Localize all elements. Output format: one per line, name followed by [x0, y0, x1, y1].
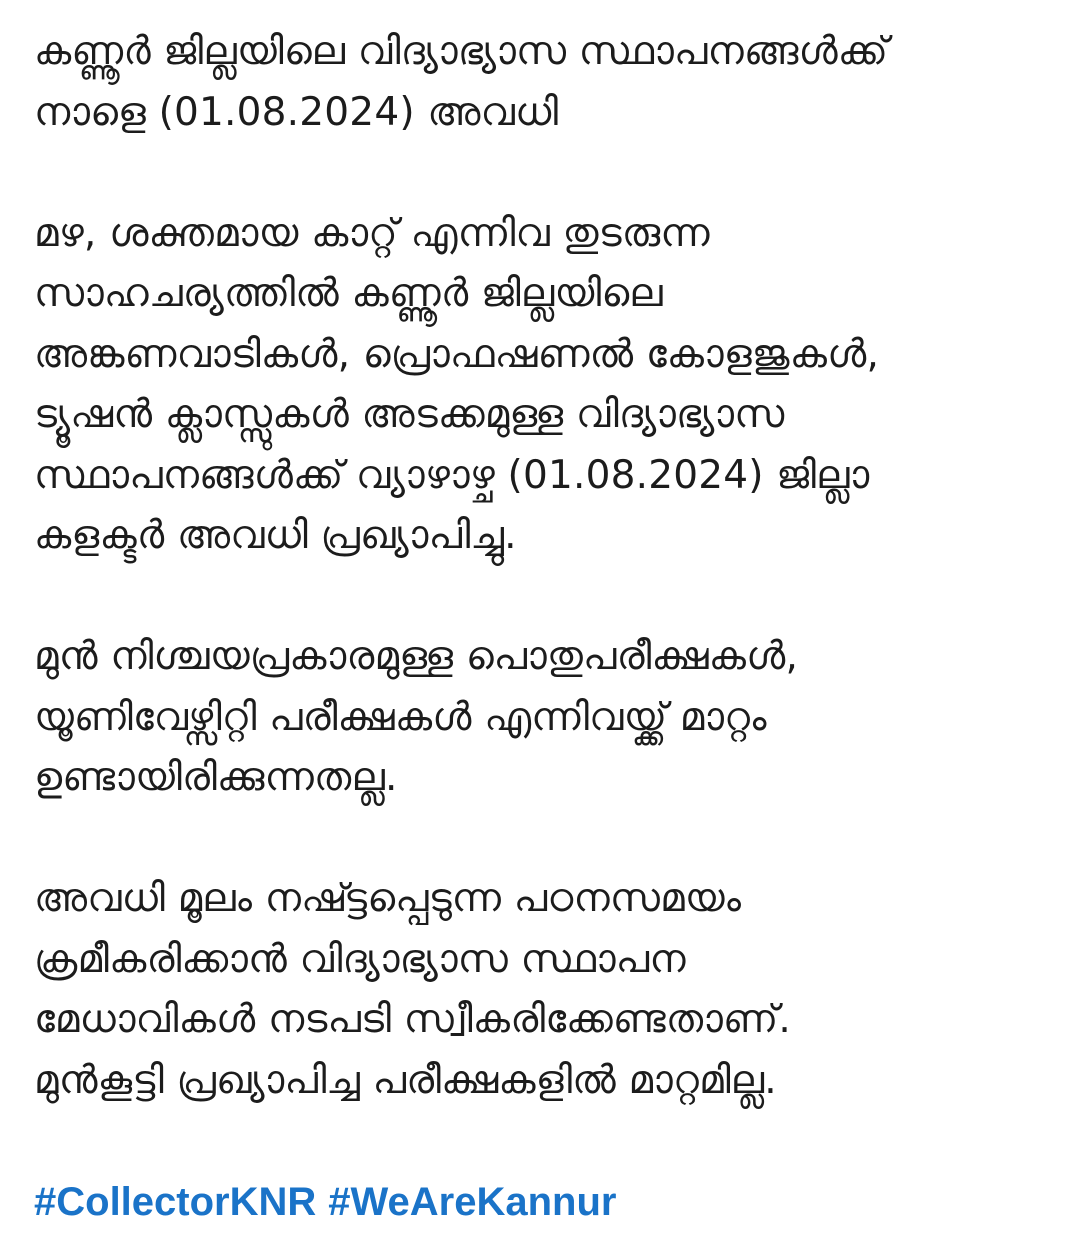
- post-body: [34, 22, 1054, 1111]
- text-line: സാഹചര്യത്തിൽ കണ്ണൂർ ജില്ലയിലെ: [34, 271, 663, 316]
- paragraph-spacer: [34, 143, 1054, 204]
- text-line: മുൻകൂട്ടി പ്രഖ്യാപിച്ച പരീക്ഷകളിൽ മാറ്റമില്ല.: [34, 1057, 777, 1103]
- text-line: അങ്കണവാടികൾ, പ്രൊഫഷണൽ കോളജുകൾ,: [34, 331, 880, 377]
- headline-paragraph: [34, 22, 1054, 143]
- text-line: മേധാവികൾ നടപടി സ്വീകരിക്കേണ്ടതാണ്.: [34, 997, 792, 1042]
- announcement-paragraph: [34, 204, 1054, 567]
- text-line: മഴ, ശക്തമായ കാറ്റ് എന്നിവ തുടരുന്ന: [34, 210, 710, 256]
- text-line: സ്ഥാപനങ്ങൾക്ക് വ്യാഴാഴ്ച (01.08.2024) ജില്ലാ: [34, 452, 870, 498]
- text-line: അവധി മൂലം നഷ്ട്ടപ്പെടുന്ന പഠനസമയം: [34, 876, 742, 921]
- hashtag-row: [34, 1172, 617, 1232]
- text-line: കണ്ണൂർ ജില്ലയിലെ വിദ്യാഭ്യാസ സ്ഥാപനങ്ങൾക്ക്: [34, 29, 889, 74]
- paragraph-spacer: [34, 809, 1054, 870]
- text-line: ട്യൂഷൻ ക്ലാസ്സുകൾ അടക്കമുള്ള വിദ്യാഭ്യാസ: [34, 392, 785, 437]
- text-line: ക്രമീകരിക്കാൻ വിദ്യാഭ്യാസ സ്ഥാപന: [34, 936, 686, 982]
- paragraph-spacer: [34, 567, 1054, 628]
- text-line: നാളെ (01.08.2024) അവധി: [34, 89, 559, 135]
- text-line: യൂണിവേഴ്സിറ്റി പരീക്ഷകൾ എന്നിവയ്ക്ക് മാറ്റം: [34, 694, 767, 740]
- hashtag-wearekannur[interactable]: #WeAreKannur: [328, 1180, 617, 1224]
- text-line: ഉണ്ടായിരിക്കുന്നതല്ല.: [34, 755, 398, 800]
- text-line: കളക്ടർ അവധി പ്രഖ്യാപിച്ചു.: [34, 513, 517, 558]
- text-line: മുൻ നിശ്ചയപ്രകാരമുള്ള പൊതുപരീക്ഷകൾ,: [34, 634, 799, 679]
- hashtag-collectorknr[interactable]: #CollectorKNR: [34, 1180, 317, 1224]
- study-time-paragraph: [34, 869, 1054, 1111]
- exams-paragraph: [34, 627, 1054, 809]
